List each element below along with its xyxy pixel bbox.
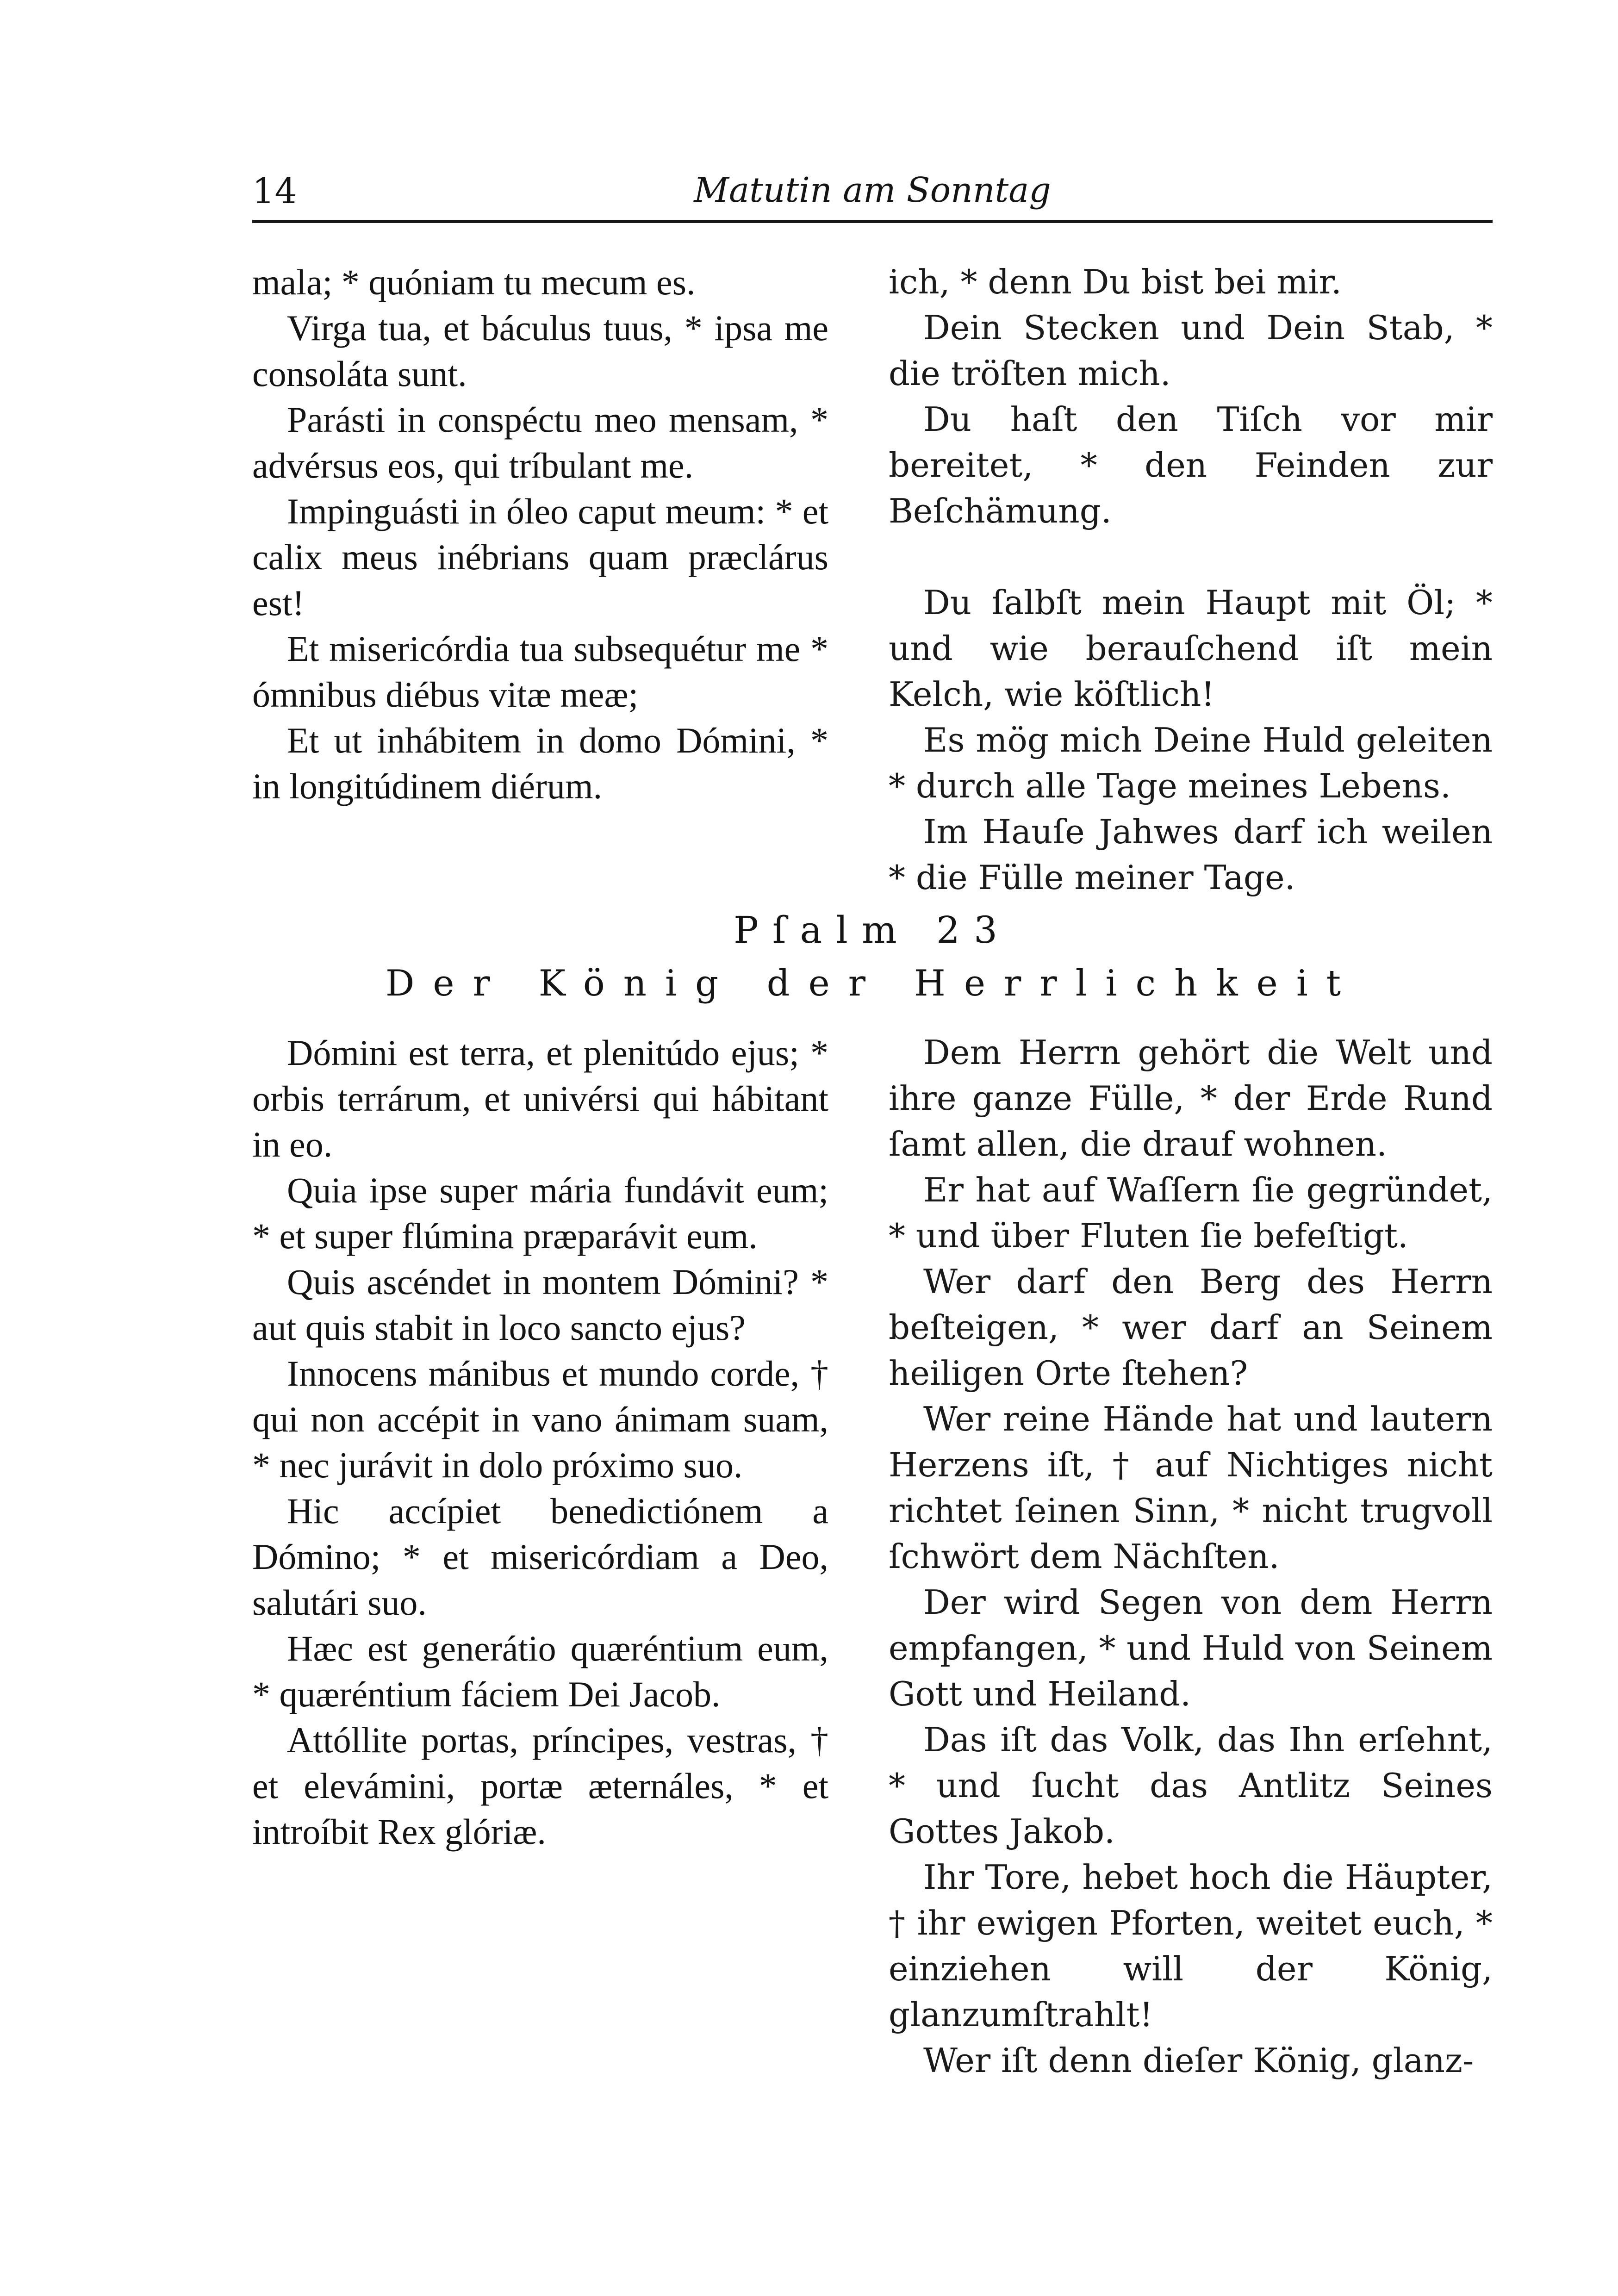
psalm-german-verse: Wer darf den Berg des Herrn beſteigen, * wer darf an Seinem heiligen Orte ſtehen? xyxy=(889,1262,1493,1393)
top-latin-verse: Parásti in conspéctu meo mensam, * advérsus eos, qui tríbulant me. xyxy=(252,399,828,485)
running-head: Matutin am Sonntag xyxy=(694,170,1051,210)
psalm-title: Pſalm 23 xyxy=(734,908,1011,952)
page-header xyxy=(252,164,1493,223)
top-german-verse: Es mög mich Deine Huld geleiten * durch alle Tage meines Lebens. xyxy=(889,721,1493,805)
top-german-verse: ich, * denn Du bist bei mir. xyxy=(889,262,1342,301)
psalm-latin-verse: Hæc est generátio quæréntium eum, * quæréntium fáciem Dei Jacob. xyxy=(252,1628,828,1714)
top-latin-verse: mala; * quóniam tu mecum es. xyxy=(252,262,696,302)
top-german-column xyxy=(889,259,1493,901)
top-latin-verse: Et misericórdia tua subsequétur me * ómnibus diébus vitæ meæ; xyxy=(252,628,828,715)
psalm-latin-verse: Hic accípiet benedictiónem a Dómino; * et misericórdiam a Deo, salutári suo. xyxy=(252,1491,828,1623)
psalm-latin-verse: Attóllite portas, príncipes, vestras, † et elevámini, portæ æternáles, * et introíbit Rex glóriæ. xyxy=(252,1720,828,1852)
psalm-german-verse: Der wird Segen von dem Herrn empfangen, * und Huld von Seinem Gott und Heiland. xyxy=(889,1583,1493,1713)
top-german-verse: Dein Stecken und Dein Stab, * die tröſten mich. xyxy=(889,308,1493,393)
top-german-verse: Du haſt den Tiſch vor mir bereitet, * den Feinden zur Beſchämung. xyxy=(889,400,1493,530)
top-latin-verse: Virga tua, et báculus tuus, * ipsa me consoláta sunt. xyxy=(252,308,828,394)
top-german-verse: Im Hauſe Jahwes darf ich weilen * die Fülle meiner Tage. xyxy=(889,812,1493,897)
psalm-latin-verse: Quis ascéndet in montem Dómini? * aut quis stabit in loco sancto ejus? xyxy=(252,1262,828,1348)
psalm-latin-verse: Quia ipse super mária fundávit eum; * et super flúmina præparávit eum. xyxy=(252,1170,828,1256)
psalm-latin-verse: Dómini est terra, et plenitúdo ejus; * orbis terrárum, et univérsi qui hábitant in eo. xyxy=(252,1033,828,1164)
psalm-german-verse: Wer reine Hände hat und lautern Herzens iſt, † auf Nichtiges nicht richtet ſeinen Sinn, * nicht trugvoll ſchwört dem Nächſten. xyxy=(889,1400,1493,1576)
top-latin-verse: Impinguásti in óleo caput meum: * et calix meus inébrians quam præclárus est! xyxy=(252,491,828,623)
psalm-german-column xyxy=(889,1030,1493,2084)
top-german-verse: Du ſalbſt mein Haupt mit Öl; * und wie berauſchend iſt mein Kelch, wie köſtlich! xyxy=(889,583,1493,714)
psalm-german-verse: Das iſt das Volk, das Ihn erſehnt, * und ſucht das Antlitz Seines Gottes Jakob. xyxy=(889,1720,1493,1851)
psalm-german-verse: Ihr Tore, hebet hoch die Häupter, † ihr ewigen Pforten, weitet euch, * einziehen will der König, glanzumſtrahlt! xyxy=(889,1858,1493,2034)
psalm-german-verse: Dem Herrn gehört die Welt und ihre ganze Fülle, * der Erde Rund ſamt allen, die drauf wohnen. xyxy=(889,1033,1493,1164)
psalm-latin-verse: Innocens mánibus et mundo corde, † qui non accépit in vano ánimam suam, * nec jurávit in dolo próximo suo. xyxy=(252,1353,828,1485)
top-latin-column xyxy=(252,259,828,809)
psalm-subtitle: Der König der Herrlichkeit xyxy=(385,963,1360,1004)
psalm-german-verse: Er hat auf Waſſern ſie gegründet, * und über Fluten ſie befeſtigt. xyxy=(889,1170,1493,1255)
psalm-latin-column xyxy=(252,1030,828,1854)
top-latin-verse: Et ut inhábitem in domo Dómini, * in longitúdinem diérum. xyxy=(252,720,828,806)
page-number: 14 xyxy=(252,170,297,212)
psalm-german-verse: Wer iſt denn dieſer König, glanz- xyxy=(923,2041,1474,2080)
